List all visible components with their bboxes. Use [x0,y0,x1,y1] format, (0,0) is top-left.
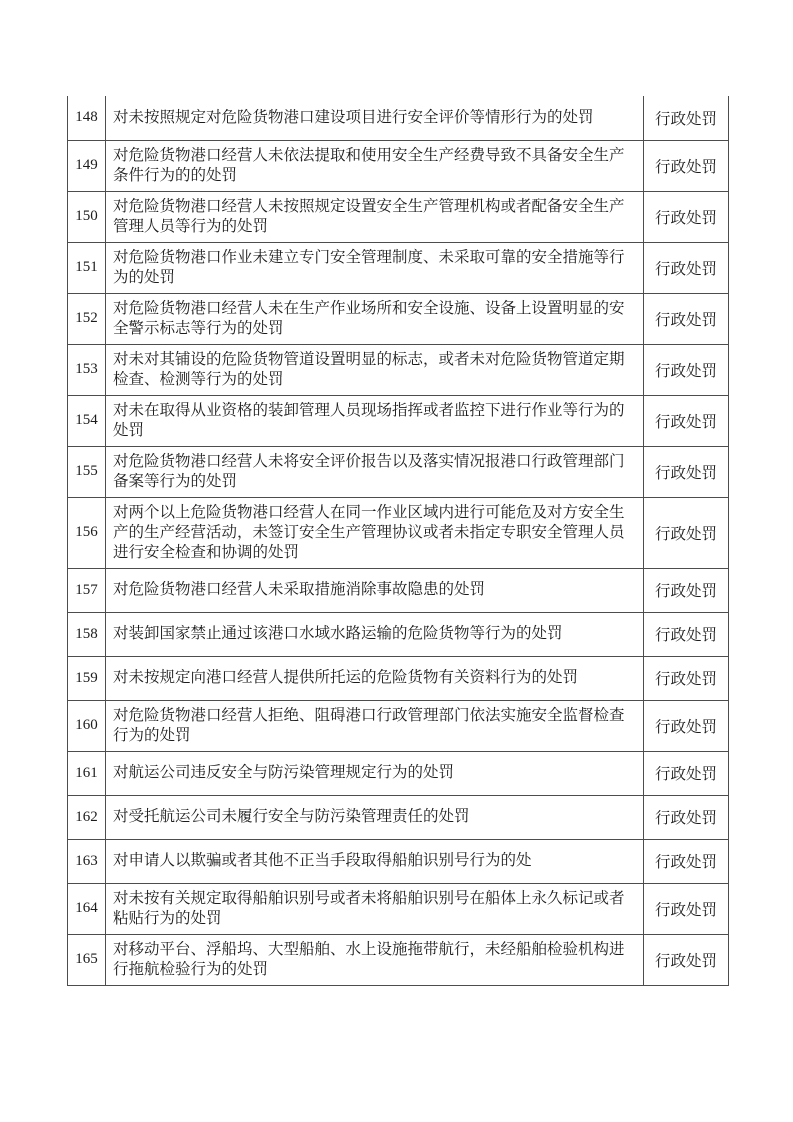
row-number-cell: 156 [68,497,106,568]
table-row [68,934,729,985]
row-description-cell: 对危险货物港口经营人未在生产作业场所和安全设施、设备上设置明显的安全警示标志等行为的处罚 [106,293,644,344]
row-description-cell: 对危险货物港口经营人未将安全评价报告以及落实情况报港口行政管理部门备案等行为的处罚 [106,446,644,497]
row-description-cell: 对危险货物港口经营人未依法提取和使用安全生产经费导致不具备安全生产条件行为的的处罚 [106,140,644,191]
row-category-cell: 行政处罚 [644,242,729,293]
penalty-items-table [67,96,729,986]
table-row [68,446,729,497]
table-row [68,795,729,839]
row-category-cell: 行政处罚 [644,934,729,985]
row-category-cell: 行政处罚 [644,568,729,612]
row-description-cell: 对危险货物港口经营人未按照规定设置安全生产管理机构或者配备安全生产管理人员等行为的处罚 [106,191,644,242]
row-number-cell: 161 [68,751,106,795]
row-number-cell: 160 [68,700,106,751]
row-number-cell: 159 [68,656,106,700]
table-row [68,656,729,700]
penalty-items-table-body [68,96,729,985]
table-row [68,612,729,656]
table-row [68,751,729,795]
row-description-cell: 对未在取得从业资格的装卸管理人员现场指挥或者监控下进行作业等行为的处罚 [106,395,644,446]
table-row [68,293,729,344]
row-category-cell: 行政处罚 [644,839,729,883]
row-description-cell: 对未对其铺设的危险货物管道设置明显的标志，或者未对危险货物管道定期检查、检测等行为的处罚 [106,344,644,395]
row-number-cell: 164 [68,883,106,934]
row-description-cell: 对危险货物港口作业未建立专门安全管理制度、未采取可靠的安全措施等行为的处罚 [106,242,644,293]
row-number-cell: 150 [68,191,106,242]
row-category-cell: 行政处罚 [644,191,729,242]
table-row [68,191,729,242]
table-row [68,344,729,395]
row-number-cell: 154 [68,395,106,446]
row-number-cell: 163 [68,839,106,883]
row-number-cell: 165 [68,934,106,985]
row-description-cell: 对申请人以欺骗或者其他不正当手段取得船舶识别号行为的处 [106,839,644,883]
row-category-cell: 行政处罚 [644,497,729,568]
row-number-cell: 152 [68,293,106,344]
row-number-cell: 158 [68,612,106,656]
table-row [68,839,729,883]
table-row [68,700,729,751]
row-description-cell: 对航运公司违反安全与防污染管理规定行为的处罚 [106,751,644,795]
row-description-cell: 对两个以上危险货物港口经营人在同一作业区域内进行可能危及对方安全生产的生产经营活动，未签订安全生产管理协议或者未指定专职安全管理人员进行安全检查和协调的处罚 [106,497,644,568]
row-category-cell: 行政处罚 [644,446,729,497]
table-row [68,883,729,934]
table-row [68,96,729,140]
table-row [68,568,729,612]
row-description-cell: 对未按照规定对危险货物港口建设项目进行安全评价等情形行为的处罚 [106,96,644,140]
row-category-cell: 行政处罚 [644,395,729,446]
row-category-cell: 行政处罚 [644,612,729,656]
row-category-cell: 行政处罚 [644,700,729,751]
row-number-cell: 148 [68,96,106,140]
row-description-cell: 对未按有关规定取得船舶识别号或者未将船舶识别号在船体上永久标记或者粘贴行为的处罚 [106,883,644,934]
row-category-cell: 行政处罚 [644,96,729,140]
row-description-cell: 对危险货物港口经营人拒绝、阻碍港口行政管理部门依法实施安全监督检查行为的处罚 [106,700,644,751]
row-category-cell: 行政处罚 [644,751,729,795]
row-category-cell: 行政处罚 [644,293,729,344]
row-category-cell: 行政处罚 [644,344,729,395]
row-category-cell: 行政处罚 [644,656,729,700]
row-category-cell: 行政处罚 [644,140,729,191]
row-number-cell: 162 [68,795,106,839]
table-row [68,242,729,293]
table-row [68,497,729,568]
row-description-cell: 对移动平台、浮船坞、大型船舶、水上设施拖带航行，未经船舶检验机构进行拖航检验行为的处罚 [106,934,644,985]
row-number-cell: 155 [68,446,106,497]
row-description-cell: 对受托航运公司未履行安全与防污染管理责任的处罚 [106,795,644,839]
row-number-cell: 149 [68,140,106,191]
row-category-cell: 行政处罚 [644,883,729,934]
table-row [68,395,729,446]
row-description-cell: 对未按规定向港口经营人提供所托运的危险货物有关资料行为的处罚 [106,656,644,700]
row-category-cell: 行政处罚 [644,795,729,839]
row-number-cell: 153 [68,344,106,395]
row-description-cell: 对危险货物港口经营人未采取措施消除事故隐患的处罚 [106,568,644,612]
row-number-cell: 151 [68,242,106,293]
table-row [68,140,729,191]
row-description-cell: 对装卸国家禁止通过该港口水域水路运输的危险货物等行为的处罚 [106,612,644,656]
row-number-cell: 157 [68,568,106,612]
